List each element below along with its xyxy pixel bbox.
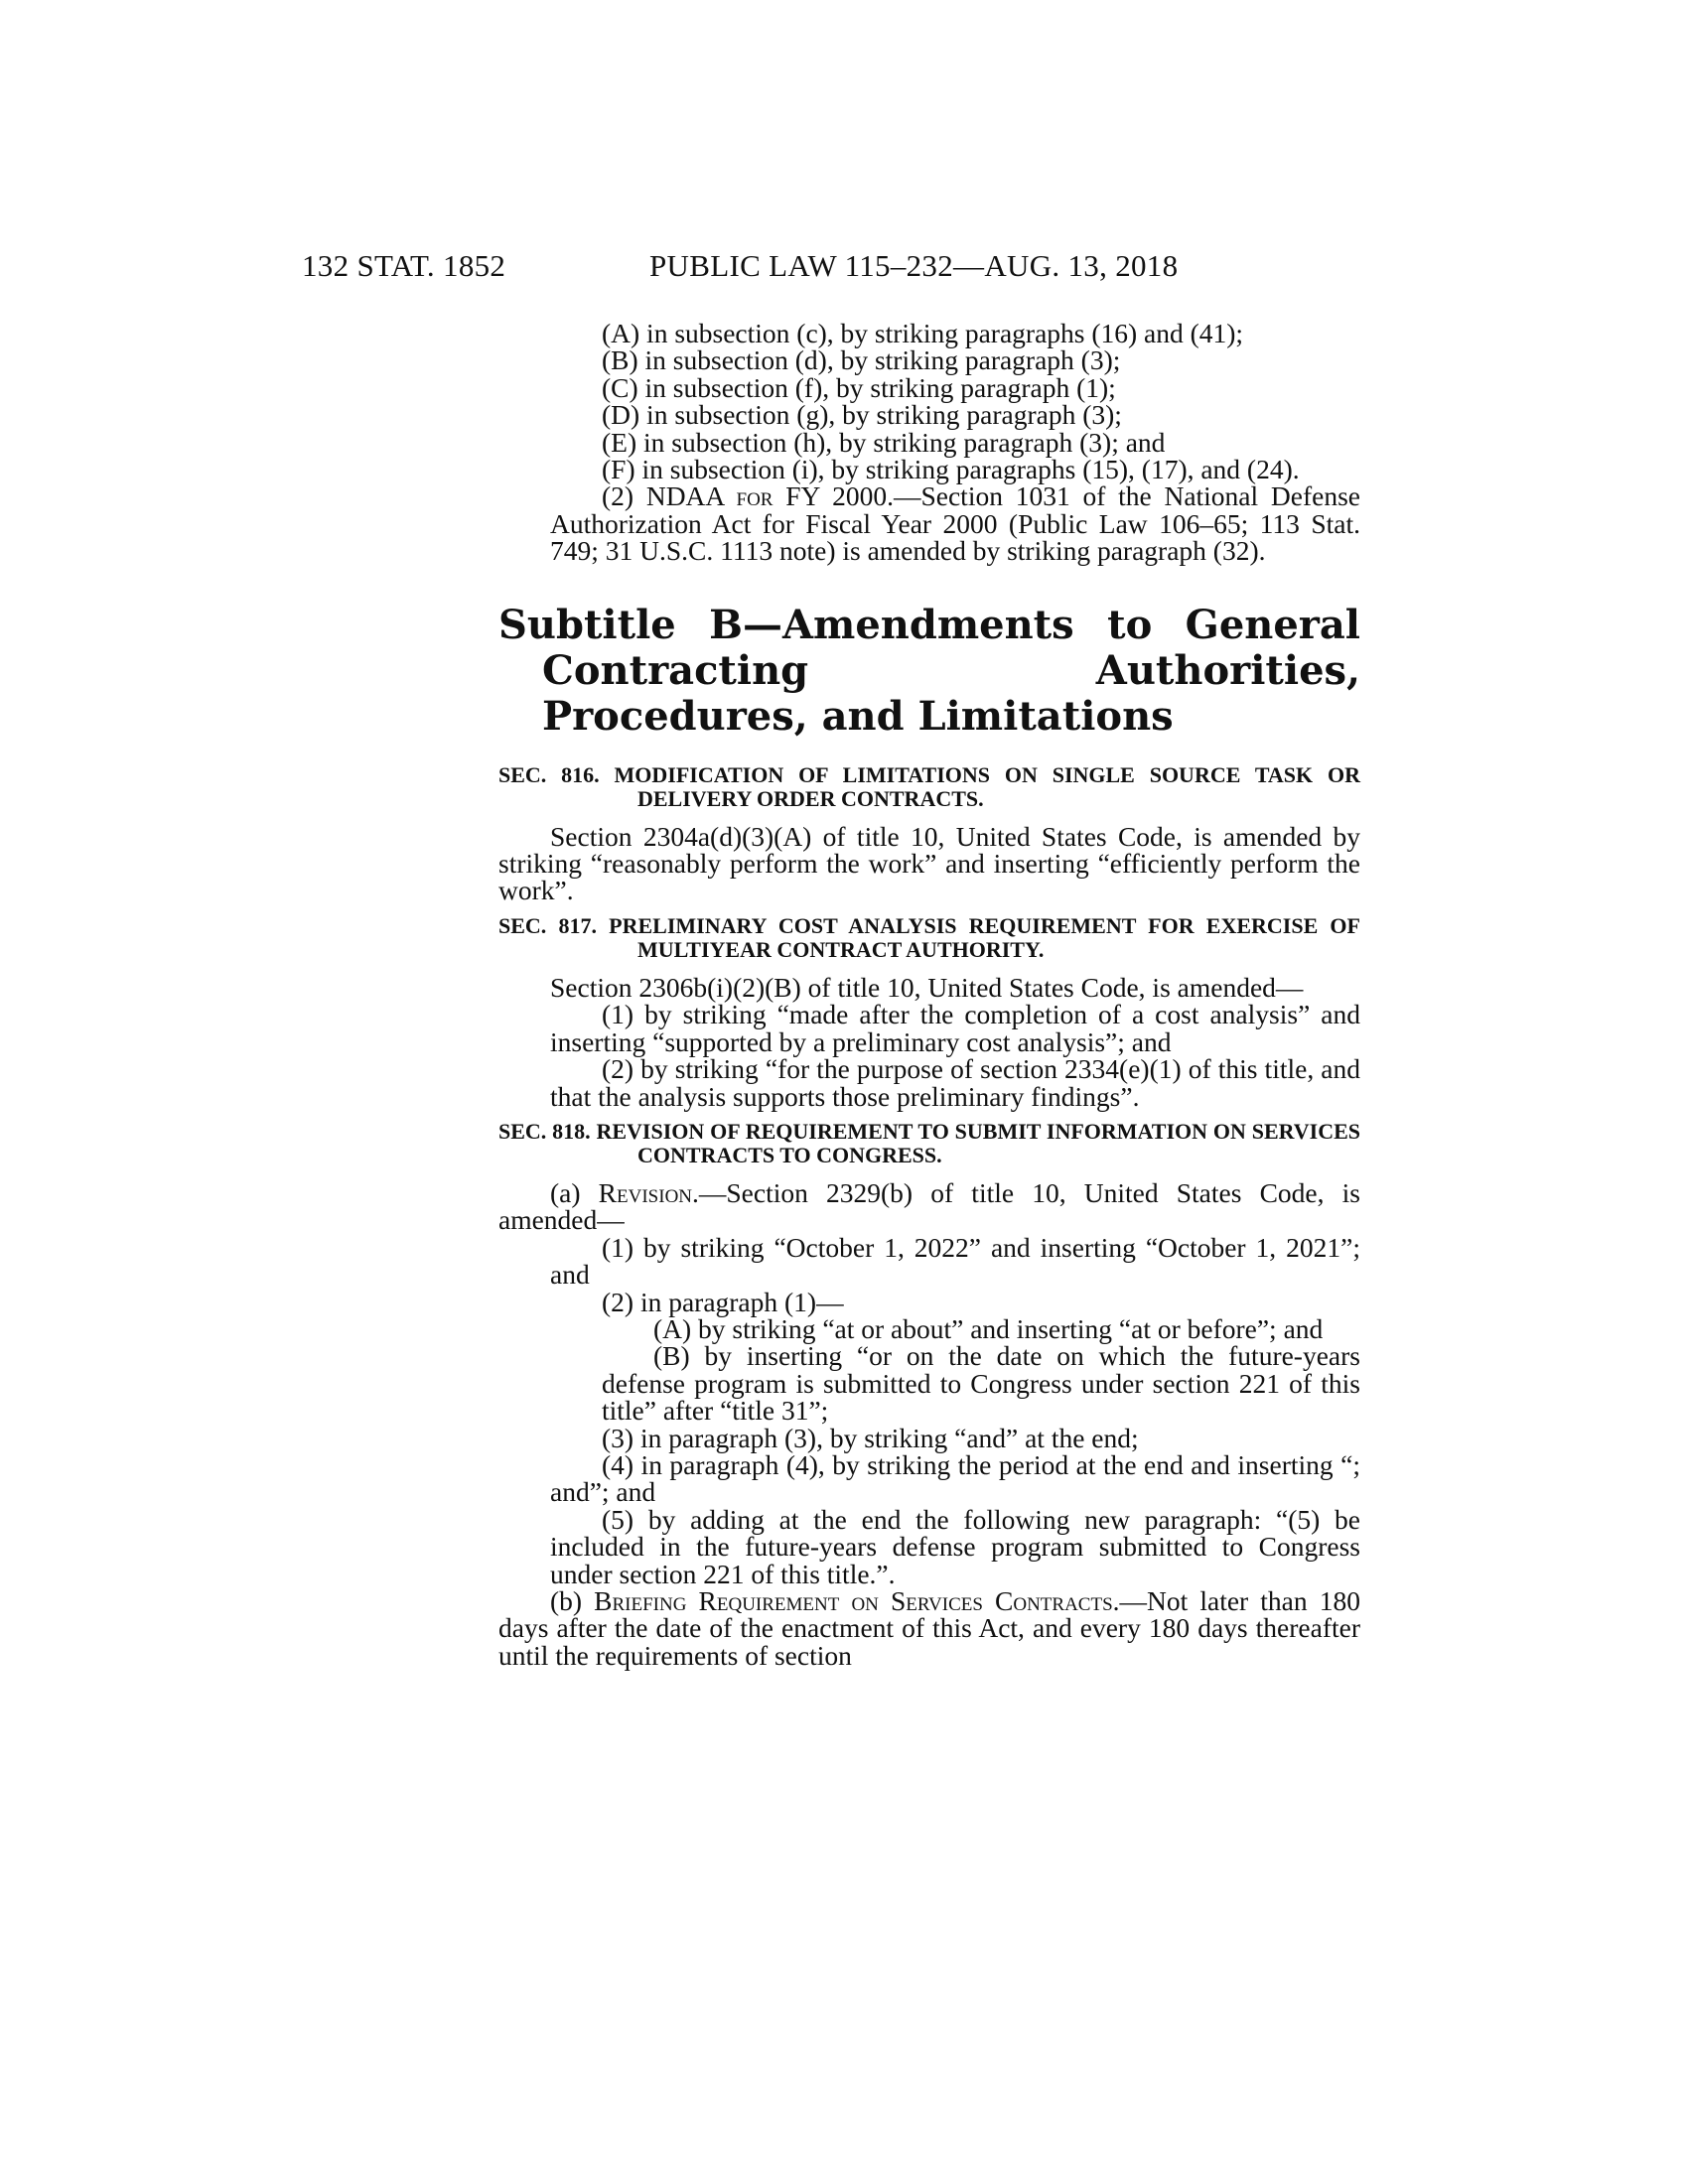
sec-818-b-heading: Briefing Requirement on Services Contracts	[594, 1585, 1113, 1616]
sec-816-text: Section 2304a(d)(3)(A) of title 10, United States Code, is amended by striking “reasonably perform the work” and inserting “efficiently perform the work”.	[498, 820, 1360, 906]
sec-818-item-1: (1) by striking “October 1, 2022” and inserting “October 1, 2021”; and	[550, 1231, 1360, 1291]
sec-817-intro: Section 2306b(i)(2)(B) of title 10, United States Code, is amended—	[550, 971, 1304, 1003]
item-a: (A) in subsection (c), by striking paragraphs (16) and (41);	[602, 318, 1244, 348]
sec-818-a-heading: Revision	[598, 1176, 693, 1208]
stat-citation: 132 STAT. 1852	[302, 248, 506, 283]
ndaa-number: (2)	[602, 480, 646, 512]
ndaa-heading: NDAA for FY 2000	[645, 480, 888, 512]
sec-817-item-1: (1) by striking “made after the completion of a cost analysis” and inserting “supported by a preliminary cost analysis”; and	[550, 999, 1360, 1057]
item-b: (B) in subsection (d), by striking paragraph (3);	[602, 344, 1121, 376]
ndaa-paragraph	[498, 480, 1360, 567]
sec-818-b-number: (b)	[550, 1585, 595, 1616]
item-f: (F) in subsection (i), by striking paragraphs (15), (17), and (24).	[602, 454, 1300, 485]
sec-818-item-2a: (A) by striking “at or about” and inserting “at or before”; and	[653, 1312, 1324, 1344]
ndaa-text: .—Section 1031 of the National Defense Authorization Act for Fiscal Year 2000 (Public Law 106–65; 113 Stat. 749; 31 U.S.C. 1113 note) is amended by striking paragraph (32).	[550, 480, 1360, 567]
item-c: (C) in subsection (f), by striking paragraph (1);	[602, 371, 1116, 403]
running-header: PUBLIC LAW 115–232—AUG. 13, 2018	[649, 248, 1179, 283]
sec-818-item-3: (3) in paragraph (3), by striking “and” at the end;	[602, 1422, 1139, 1453]
sec-818-heading: SEC. 818. REVISION OF REQUIREMENT TO SUBMIT INFORMATION ON SERVICES CONTRACTS TO CONGRESS.	[498, 1118, 1360, 1167]
item-e: (E) in subsection (h), by striking paragraph (3); and	[602, 426, 1166, 458]
sec-818-a-number: (a)	[550, 1176, 599, 1208]
item-d: (D) in subsection (g), by striking paragraph (3);	[602, 399, 1122, 431]
text-column	[498, 320, 1360, 1669]
sec-818-a-text: .—Section 2329(b) of title 10, United States Code, is amended—	[498, 1176, 1360, 1236]
sec-818-item-4: (4) in paragraph (4), by striking the period at the end and inserting “; and”; and	[550, 1448, 1360, 1508]
sec-818-b-text: .—Not later than 180 days after the date of the enactment of this Act, and every 180 days thereafter until the requirements of section	[498, 1585, 1360, 1671]
subtitle-heading: Subtitle B—Amendments to General Contracting Authorities, Procedures, and Limitations	[498, 601, 1360, 740]
sec-818-item-2: (2) in paragraph (1)—	[602, 1286, 844, 1317]
sec-818-item-5: (5) by adding at the end the following new paragraph: “(5) be included in the future-years defense program submitted to Congress under section 221 of this title.”.	[550, 1503, 1360, 1589]
sec-817-item-2: (2) by striking “for the purpose of section 2334(e)(1) of this title, and that the analysis supports those preliminary findings”.	[550, 1053, 1360, 1112]
sec-817-heading: SEC. 817. PRELIMINARY COST ANALYSIS REQUIREMENT FOR EXERCISE OF MULTIYEAR CONTRACT AUTHORITY.	[498, 912, 1360, 962]
sec-818-item-2b: (B) by inserting “or on the date on which the future-years defense program is submitted to Congress under section 221 of this title” after “title 31”;	[602, 1340, 1360, 1427]
sec-816-heading: SEC. 816. MODIFICATION OF LIMITATIONS ON SINGLE SOURCE TASK OR DELIVERY ORDER CONTRACTS.	[498, 761, 1360, 811]
sec-818-a	[498, 1176, 1360, 1236]
sec-818-b	[498, 1587, 1360, 1669]
